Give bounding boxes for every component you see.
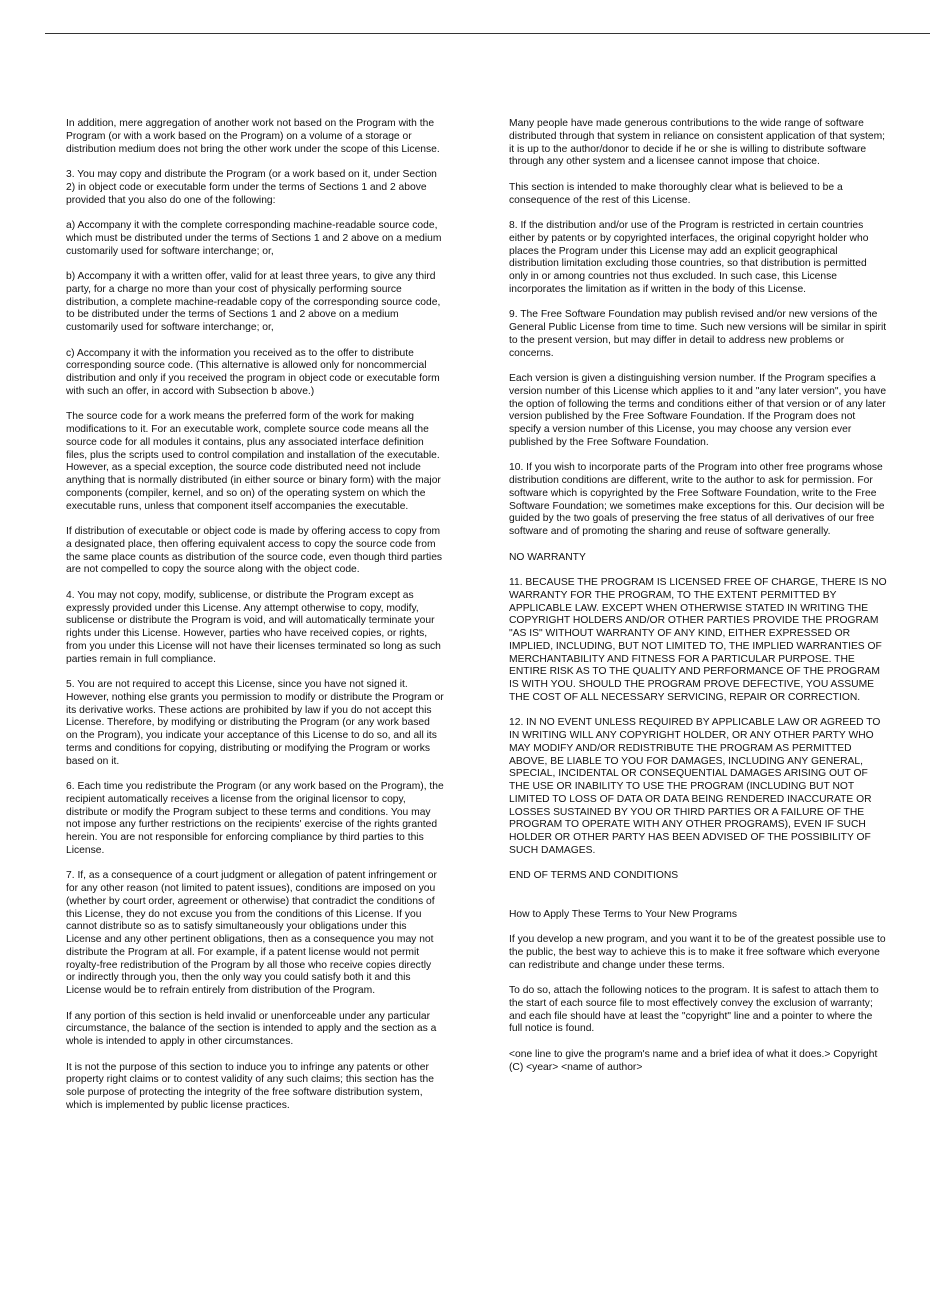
section-heading-no-warranty: NO WARRANTY <box>509 551 586 563</box>
paragraph: 3. You may copy and distribute the Program (or a work based on it, under Section 2) in object code or executable form under the terms of Sections 1 and 2 above provided that you also do one of the following: <box>66 169 437 206</box>
paragraph: 7. If, as a consequence of a court judgment or allegation of patent infringement or for any other reason (not limited to patent issues), conditions are imposed on you (whether by court order, agreement or otherwise) that contradict the conditions of this License, they do not excuse you from the conditions of this License. If you cannot distribute so as to satisfy simultaneously your obligations under this License and any other pertinent obligations, then as a consequence you may not distribute the Program at all. For example, if a patent license would not permit royalty-free redistribution of the Program by all those who receive copies directly or indirectly through you, then the only way you could satisfy both it and this License would be to refrain entirely from distribution of the Program. <box>66 870 437 996</box>
paragraph: Many people have made generous contributions to the wide range of software distributed through that system in reliance on consistent application of that system; it is up to the author/donor to decide if he or she is willing to distribute software through any other system and a licensee cannot impose that choice. <box>509 118 886 168</box>
paragraph: To do so, attach the following notices to the program. It is safest to attach them to the start of each source file to most effectively convey the exclusion of warranty; and each file should have at least the "copyright" line and a pointer to where the full notice is found. <box>509 985 879 1035</box>
paragraph: If you develop a new program, and you want it to be of the greatest possible use to the public, the best way to achieve this is to make it free software which everyone can redistribute and change under these terms. <box>509 934 886 971</box>
how-to-apply-heading: How to Apply These Terms to Your New Programs <box>509 908 737 920</box>
paragraph: This section is intended to make thoroughly clear what is believed to be a consequence of the rest of this License. <box>509 181 843 206</box>
copyright-notice-template: <one line to give the program's name and a brief idea of what it does.> Copyright (C) <year> <name of author> <box>509 1048 878 1073</box>
end-of-terms-heading: END OF TERMS AND CONDITIONS <box>509 870 679 882</box>
paragraph: 10. If you wish to incorporate parts of the Program into other free programs whose distribution conditions are different, write to the author to ask for permission. For software which is copyrighted by the Free Software Foundation, write to the Free Software Foundation; we sometimes make exceptions for this. Our decision will be guided by the two goals of preserving the free status of all derivatives of our free software and of promoting the sharing and reuse of software generally. <box>509 462 885 537</box>
paragraph: In addition, mere aggregation of another work not based on the Program with the Program (or with a work based on the Program) on a volume of a storage or distribution medium does not bring the other work under the scope of this License. <box>66 118 440 155</box>
paragraph: a) Accompany it with the complete corresponding machine-readable source code, which must be distributed under the terms of Sections 1 and 2 above on a medium customarily used for software interchange; or, <box>66 220 442 257</box>
paragraph: 6. Each time you redistribute the Program (or any work based on the Program), the recipient automatically receives a license from the original licensor to copy, distribute or modify the Program subject to these terms and conditions. You may not impose any further restrictions on the recipients' exercise of the rights granted herein. You are not responsible for enforcing compliance by third parties to this License. <box>66 781 444 856</box>
paragraph: 11. BECAUSE THE PROGRAM IS LICENSED FREE OF CHARGE, THERE IS NO WARRANTY FOR THE PROGRAM, TO THE EXTENT PERMITTED BY APPLICABLE LAW. EXCEPT WHEN OTHERWISE STATED IN WRITING THE COPYRIGHT HOLDERS AND/OR OTHER PARTIES PROVIDE THE PROGRAM "AS IS" WITHOUT WARRANTY OF ANY KIND, EITHER EXPRESSED OR IMPLIED, INCLUDING, BUT NOT LIMITED TO, THE IMPLIED WARRANTIES OF MERCHANTABILITY AND FITNESS FOR A PARTICULAR PURPOSE. THE ENTIRE RISK AS TO THE QUALITY AND PERFORMANCE OF THE PROGRAM IS WITH YOU. SHOULD THE PROGRAM PROVE DEFECTIVE, YOU ASSUME THE COST OF ALL NECESSARY SERVICING, REPAIR OR CORRECTION. <box>509 577 887 703</box>
left-text-column <box>66 118 478 1125</box>
paragraph: 9. The Free Software Foundation may publish revised and/or new versions of the General Public License from time to time. Such new versions will be similar in spirit to the present version, but may differ in detail to address new problems or concerns. <box>509 309 887 359</box>
paragraph: Each version is given a distinguishing version number. If the Program specifies a version number of this License which applies to it and "any later version", you have the option of following the terms and conditions either of that version or of any later version published by the Free Software Foundation. If the Program does not specify a version number of this License, you may choose any version ever published by the Free Software Foundation. <box>509 373 887 448</box>
paragraph: The source code for a work means the preferred form of the work for making modifications to it. For an executable work, complete source code means all the source code for all modules it contains, plus any associated interface definition files, plus the scripts used to control compilation and installation of the executable. However, as a special exception, the source code distributed need not include anything that is normally distributed (in either source or binary form) with the major components (compiler, kernel, and so on) of the operating system on which the executable runs, unless that component itself accompanies the executable. <box>66 411 441 512</box>
paragraph: It is not the purpose of this section to induce you to infringe any patents or other property right claims or to contest validity of any such claims; this section has the sole purpose of protecting the integrity of the free software distribution system, which is implemented by public license practices. <box>66 1061 434 1111</box>
paragraph: c) Accompany it with the information you received as to the offer to distribute corresponding source code. (This alternative is allowed only for noncommercial distribution and only if you received the program in object code or executable form with such an offer, in accord with Subsection b above.) <box>66 347 440 397</box>
paragraph: 4. You may not copy, modify, sublicense, or distribute the Program except as expressly provided under this License. Any attempt otherwise to copy, modify, sublicense or distribute the Program is void, and will automatically terminate your rights under this License. However, parties who have received copies, or rights, from you under this License will not have their licenses terminated so long as such parties remain in full compliance. <box>66 589 441 665</box>
header-rule <box>45 33 930 34</box>
paragraph: If any portion of this section is held invalid or unenforceable under any particular circumstance, the balance of the section is intended to apply and the section as a whole is intended to apply in other circumstances. <box>66 1010 437 1047</box>
paragraph: b) Accompany it with a written offer, valid for at least three years, to give any third party, for a charge no more than your cost of physically performing source distribution, a complete machine-readable copy of the corresponding source code, to be distributed under the terms of Sections 1 and 2 above on a medium customarily used for software interchange; or, <box>66 271 441 333</box>
right-text-column <box>509 118 923 1087</box>
paragraph: 5. You are not required to accept this License, since you have not signed it. However, nothing else grants you permission to modify or distribute the Program or its derivative works. These actions are prohibited by law if you do not accept this License. Therefore, by modifying or distributing the Program (or any work based on the Program), you indicate your acceptance of this License to do so, and all its terms and conditions for copying, distributing or modifying the Program or works based on it. <box>66 679 444 767</box>
paragraph: If distribution of executable or object code is made by offering access to copy from a designated place, then offering equivalent access to copy the source code from the same place counts as distribution of the source code, even though third parties are not compelled to copy the source along with the object code. <box>66 526 443 576</box>
paragraph: 12. IN NO EVENT UNLESS REQUIRED BY APPLICABLE LAW OR AGREED TO IN WRITING WILL ANY COPYRIGHT HOLDER, OR ANY OTHER PARTY WHO MAY MODIFY AND/OR REDISTRIBUTE THE PROGRAM AS PERMITTED ABOVE, BE LIABLE TO YOU FOR DAMAGES, INCLUDING ANY GENERAL, SPECIAL, INCIDENTAL OR CONSEQUENTIAL DAMAGES ARISING OUT OF THE USE OR INABILITY TO USE THE PROGRAM (INCLUDING BUT NOT LIMITED TO LOSS OF DATA OR DATA BEING RENDERED INACCURATE OR LOSSES SUSTAINED BY YOU OR THIRD PARTIES OR A FAILURE OF THE PROGRAM TO OPERATE WITH ANY OTHER PROGRAMS), EVEN IF SUCH HOLDER OR OTHER PARTY HAS BEEN ADVISED OF THE POSSIBILITY OF SUCH DAMAGES. <box>509 717 881 856</box>
paragraph: 8. If the distribution and/or use of the Program is restricted in certain countries either by patents or by copyrighted interfaces, the original copyright holder who places the Program under this License may add an explicit geographical distribution limitation excluding those countries, so that distribution is permitted only in or among countries not thus excluded. In such case, this License incorporates the limitation as if written in the body of this License. <box>509 220 869 295</box>
